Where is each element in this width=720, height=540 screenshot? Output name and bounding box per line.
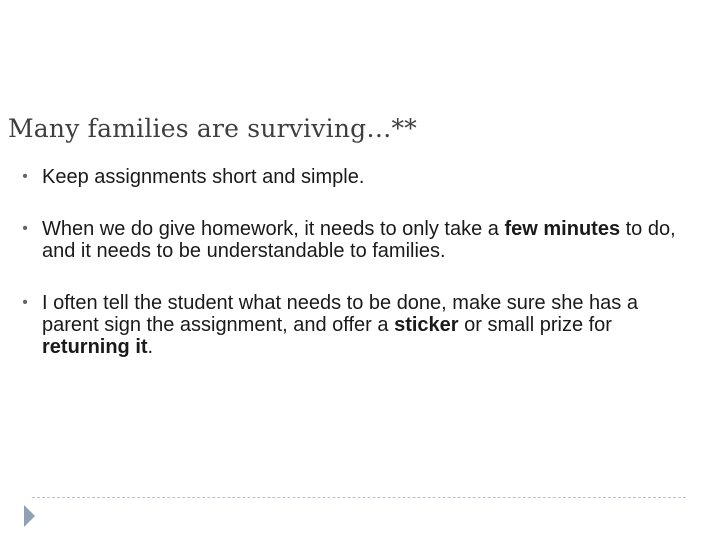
bullet-text	[42, 218, 676, 262]
bullet-text-segment: or small prize for	[458, 314, 612, 336]
bullet-text	[42, 166, 364, 188]
bullet-item	[20, 218, 700, 262]
slide-title: Many families are surviving…**	[8, 114, 417, 143]
bullet-item	[20, 166, 700, 188]
footer-divider	[32, 497, 686, 498]
bullet-item	[20, 292, 700, 358]
bullet-text-emphasis: few minutes	[504, 218, 621, 240]
bullet-text-segment: to do, and it needs to be understandable to families.	[42, 218, 676, 262]
bullet-text-segment: .	[147, 336, 154, 358]
bullet-text-emphasis: sticker	[394, 314, 459, 336]
bullet-text-emphasis: returning it	[42, 336, 148, 358]
bullet-text	[42, 292, 638, 358]
bullet-text-segment: When we do give homework, it needs to only take a	[42, 218, 505, 240]
bullet-dot-icon: •	[22, 168, 28, 185]
bullet-text-segment: Keep assignments short and simple.	[42, 166, 365, 188]
triangle-right-icon	[24, 505, 35, 527]
bullet-text-segment: I often tell the student what needs to be done, make sure she has a parent sign the assignment, and offer a	[42, 292, 638, 336]
bullet-list	[20, 166, 700, 388]
bullet-dot-icon: •	[22, 294, 28, 311]
bullet-dot-icon: •	[22, 220, 28, 237]
